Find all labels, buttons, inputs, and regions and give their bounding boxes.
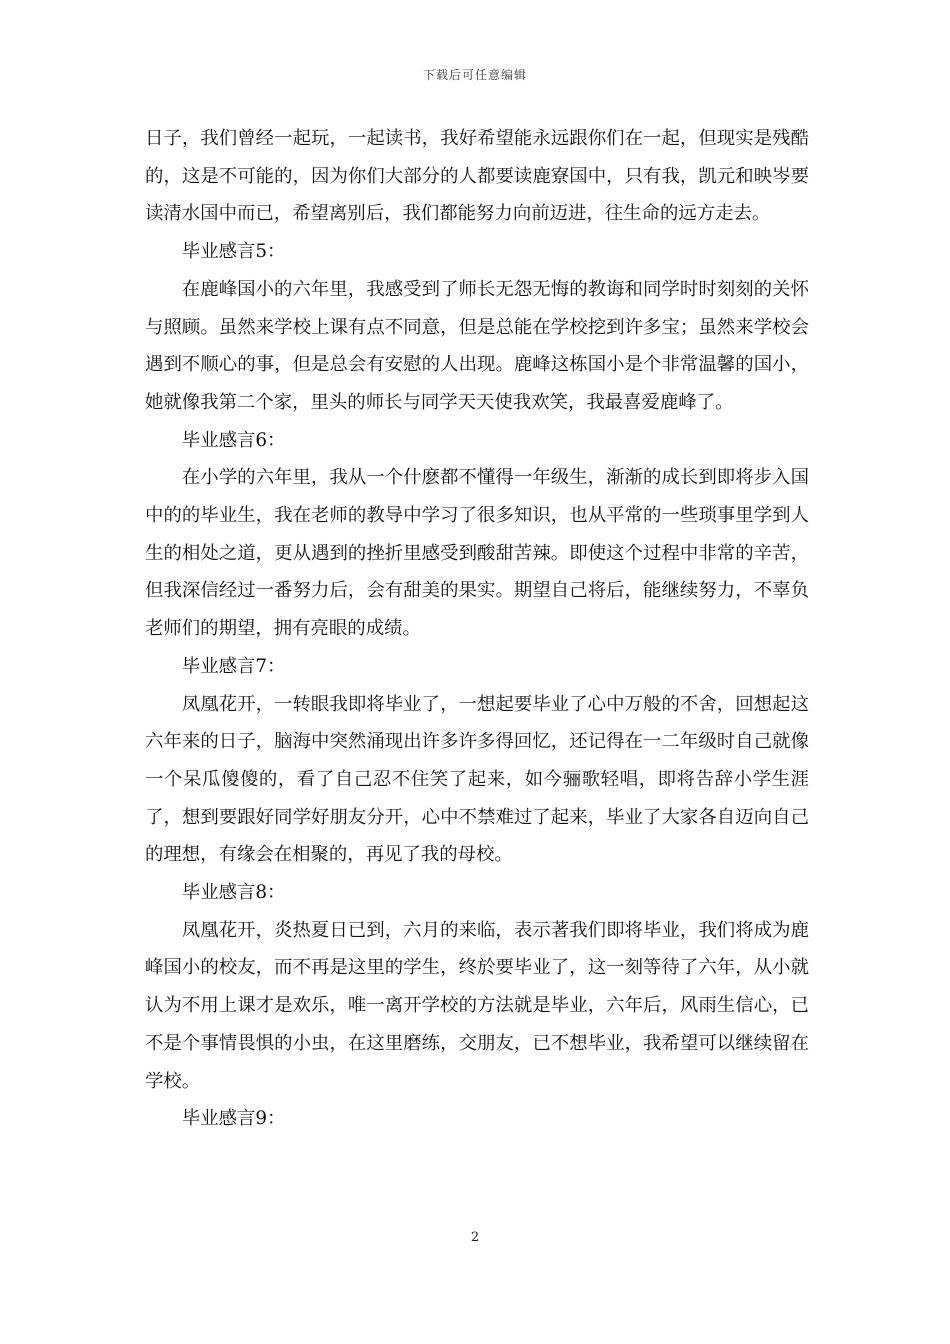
paragraph-6: 在小学的六年里，我从一个什麽都不懂得一年级生，渐渐的成长到即将步入国中的的毕业生，我在老师的教导中学习了很多知识，也从平常的一些琐事里学到人生的相处之道，更从遇到的挫折里感受到酸甜苦辣。即使这个过程中非常的辛苦，但我深信经过一番努力后，会有甜美的果实。期望自己将后，能继续努力，不辜负老师们的期望，拥有亮眼的成绩。 [145, 467, 809, 640]
section-heading-8: 毕业感言8： [181, 882, 286, 904]
paragraph-continuation: 日子，我们曾经一起玩，一起读书，我好希望能永远跟你们在一起，但现实是残酷的，这是不可能的，因为你们大部分的人都要读鹿寮国中，只有我，凯元和映岑要读清水国中而已，希望离别后，我们都能努力向前迈进，往生命的远方走去。 [145, 128, 809, 225]
paragraph-8: 凤凰花开，炎热夏日已到，六月的来临，表示著我们即将毕业，我们将成为鹿峰国小的校友，而不再是这里的学生，终於要毕业了，这一刻等待了六年，从小就认为不用上课才是欢乐，唯一离开学校的方法就是毕业，六年后，风雨生信心，已不是个事情畏惧的小虫，在这里磨练，交朋友，已不想毕业，我希望可以继续留在学校。 [145, 919, 809, 1092]
document-body [145, 120, 809, 1138]
section-heading-9: 毕业感言9： [181, 1108, 286, 1130]
paragraph-7: 凤凰花开，一转眼我即将毕业了，一想起要毕业了心中万般的不舍，回想起这六年来的日子，脑海中突然涌现出许多许多得回忆，还记得在一二年级时自己就像一个呆瓜傻傻的，看了自己忍不住笑了起来，如今骊歌轻唱，即将告辞小学生涯了，想到要跟好同学好朋友分开，心中不禁难过了起来，毕业了大家各自迈向自己的理想，有缘会在相聚的，再见了我的母校。 [145, 693, 809, 866]
paragraph-5: 在鹿峰国小的六年里，我感受到了师长无怨无悔的教诲和同学时时刻刻的关怀与照顾。虽然来学校上课有点不同意，但是总能在学校挖到许多宝；虽然来学校会遇到不顺心的事，但是总会有安慰的人出现。鹿峰这栋国小是个非常温馨的国小，她就像我第二个家，里头的师长与同学天天使我欢笑，我最喜爱鹿峰了。 [145, 278, 809, 413]
page-number: 2 [470, 1230, 480, 1245]
section-heading-5: 毕业感言5： [181, 241, 286, 263]
section-heading-7: 毕业感言7： [181, 655, 286, 677]
page-header: 下载后可任意编辑 [422, 68, 527, 82]
section-heading-6: 毕业感言6： [181, 429, 286, 451]
